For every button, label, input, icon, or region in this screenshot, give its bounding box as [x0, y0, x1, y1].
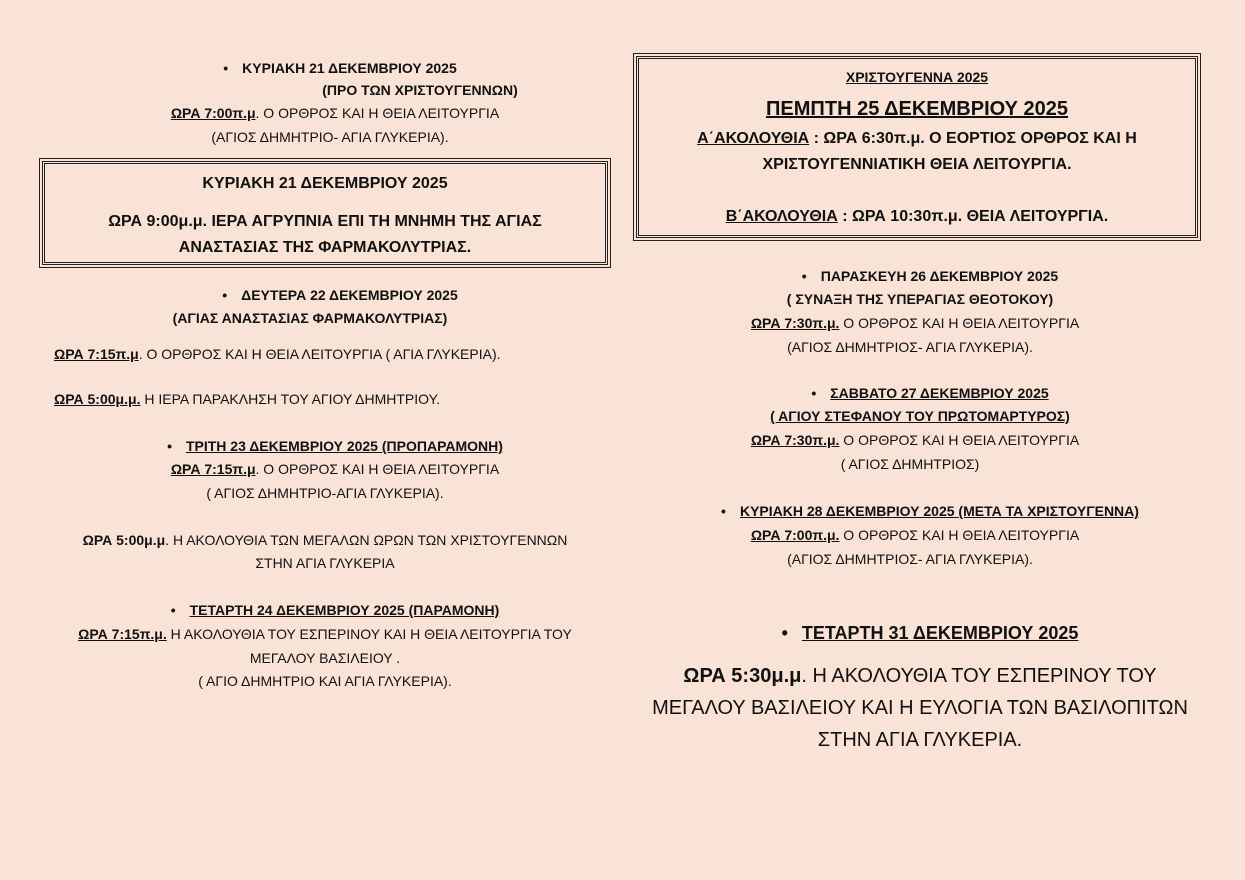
time-label: ΩΡΑ 7:00π.μ	[170, 105, 256, 121]
right-s2-place: ( ΑΓΙΟΣ ΔΗΜΗΤΡΙΟΣ)	[840, 456, 980, 472]
christmas-a-line-1: Α΄ΑΚΟΛΟΥΘΙΑ : ΩΡΑ 6:30π.μ. Ο ΕΟΡΤΙΟΣ ΟΡΘΡΟΣ ΚΑΙ Η	[697, 130, 1137, 147]
left-s4-date: • ΤΕΤΑΡΤΗ 24 ΔΕΚΕΜΒΡΙΟΥ 2025 (ΠΑΡΑΜΟΝΗ)	[120, 598, 550, 622]
vigil-line-1: ΩΡΑ 9:00μ.μ. ΙΕΡΑ ΑΓΡΥΠΝΙΑ ΕΠΙ ΤΗ ΜΝΗΜΗ ΤΗΣ ΑΓΙΑΣ	[108, 213, 542, 230]
left-s3-place-1: ( ΑΓΙΟΣ ΔΗΜΗΤΡΙΟ-ΑΓΙΑ ΓΛΥΚΕΡΙΑ).	[206, 485, 444, 501]
christmas-title: ΧΡΙΣΤΟΥΓΕΝΝΑ 2025	[845, 69, 989, 85]
left-s4-place: ( ΑΓΙΟ ΔΗΜΗΤΡΙΟ ΚΑΙ ΑΓΙΑ ΓΛΥΚΕΡΙΑ).	[198, 673, 452, 689]
left-s2-date: • ΔΕΥΤΕΡΑ 22 ΔΕΚΕΜΒΡΙΟΥ 2025	[180, 283, 500, 307]
right-s1-service-line: ΩΡΑ 7:30π.μ. Ο ΟΡΘΡΟΣ ΚΑΙ Η ΘΕΙΑ ΛΕΙΤΟΥΡΓΙΑ	[750, 315, 1080, 331]
bullet-icon	[167, 438, 186, 454]
service-label: Β΄ΑΚΟΛΟΥΘΙΑ	[725, 208, 838, 225]
time-label: ΩΡΑ 7:15π.μ.	[78, 626, 167, 642]
left-s1-feast: (ΠΡΟ ΤΩΝ ΧΡΙΣΤΟΥΓΕΝΝΩΝ)	[322, 82, 518, 98]
bullet-icon	[721, 503, 740, 519]
left-s3-place-2: ΣΤΗΝ ΑΓΙΑ ΓΛΥΚΕΡΙΑ	[255, 555, 395, 571]
time-label: ΩΡΑ 7:15π.μ	[170, 461, 256, 477]
bullet-icon	[223, 60, 242, 76]
right-s4-date: • ΤΕΤΑΡΤΗ 31 ΔΕΚΕΜΒΡΙΟΥ 2025	[720, 618, 1140, 648]
left-s1-place: (ΑΓΙΟΣ ΔΗΜΗΤΡΙΟ- ΑΓΙΑ ΓΛΥΚΕΡΙΑ).	[211, 129, 449, 145]
left-s2-feast: (ΑΓΙΑΣ ΑΝΑΣΤΑΣΙΑΣ ΦΑΡΜΑΚΟΛΥΤΡΙΑΣ)	[172, 310, 448, 326]
right-s3-date: • ΚΥΡΙΑΚΗ 28 ΔΕΚΕΜΒΡΙΟΥ 2025 (ΜΕΤΑ ΤΑ ΧΡΙΣΤΟΥΓΕΝΝΑ)	[690, 499, 1170, 523]
christmas-box	[636, 56, 1198, 238]
vigil-line-2: ΑΝΑΣΤΑΣΙΑΣ ΤΗΣ ΦΑΡΜΑΚΟΛΥΤΡΙΑΣ.	[178, 239, 472, 256]
right-s2-service-line: ΩΡΑ 7:30π.μ. Ο ΟΡΘΡΟΣ ΚΑΙ Η ΘΕΙΑ ΛΕΙΤΟΥΡΓΙΑ	[750, 432, 1080, 448]
right-s4-place: ΣΤΗΝ ΑΓΙΑ ΓΛΥΚΕΡΙΑ.	[817, 729, 1023, 751]
right-s2-date: • ΣΑΒΒΑΤΟ 27 ΔΕΚΕΜΒΡΙΟΥ 2025	[770, 381, 1090, 405]
right-s3-place: (ΑΓΙΟΣ ΔΗΜΗΤΡΙΟΣ- ΑΓΙΑ ΓΛΥΚΕΡΙΑ).	[787, 551, 1033, 567]
christmas-date: ΠΕΜΠΤΗ 25 ΔΕΚΕΜΒΡΙΟΥ 2025	[765, 98, 1069, 120]
time-label: ΩΡΑ 7:30π.μ.	[750, 432, 840, 448]
bullet-icon	[782, 623, 802, 643]
left-s3-date: • ΤΡΙΤΗ 23 ΔΕΚΕΜΒΡΙΟΥ 2025 (ΠΡΟΠΑΡΑΜΟΝΗ)	[120, 434, 550, 458]
bullet-icon	[802, 268, 821, 284]
bullet-icon	[222, 287, 241, 303]
left-s3-service-line-1: ΩΡΑ 7:15π.μ. Ο ΟΡΘΡΟΣ ΚΑΙ Η ΘΕΙΑ ΛΕΙΤΟΥΡΓΙΑ	[170, 461, 500, 477]
right-s1-date: • ΠΑΡΑΣΚΕΥΗ 26 ΔΕΚΕΜΒΡΙΟΥ 2025	[770, 264, 1090, 288]
right-s4-service-line-1: ΩΡΑ 5:30μ.μ. Η ΑΚΟΛΟΥΘΙΑ ΤΟΥ ΕΣΠΕΡΙΝΟΥ ΤΟΥ	[683, 665, 1157, 687]
left-s3-service-line-2: ΩΡΑ 5:00μ.μ. Η ΑΚΟΛΟΥΘΙΑ ΤΩΝ ΜΕΓΑΛΩΝ ΩΡΩΝ ΤΩΝ ΧΡΙΣΤΟΥΓΕΝΝΩΝ	[82, 532, 568, 548]
time-label: ΩΡΑ 5:00μ.μ.	[54, 391, 141, 407]
right-s1-feast: ( ΣΥΝΑΞΗ ΤΗΣ ΥΠΕΡΑΓΙΑΣ ΘΕΟΤΟΚΟΥ)	[786, 291, 1054, 307]
left-s1-date: • ΚΥΡΙΑΚΗ 21 ΔΕΚΕΜΒΡΙΟΥ 2025	[180, 56, 500, 80]
bullet-icon	[811, 385, 830, 401]
vigil-box	[42, 161, 608, 265]
left-s4-service-line-1: ΩΡΑ 7:15π.μ. Η ΑΚΟΛΟΥΘΙΑ ΤΟΥ ΕΣΠΕΡΙΝΟΥ ΚΑΙ Η ΘΕΙΑ ΛΕΙΤΟΥΡΓΙΑ ΤΟΥ	[78, 626, 572, 642]
time-label: ΩΡΑ 7:30π.μ.	[750, 315, 840, 331]
left-s4-service-line-2: ΜΕΓΑΛΟΥ ΒΑΣΙΛΕΙΟΥ .	[249, 650, 401, 666]
left-s1-service-line: ΩΡΑ 7:00π.μ. Ο ΟΡΘΡΟΣ ΚΑΙ Η ΘΕΙΑ ΛΕΙΤΟΥΡΓΙΑ	[170, 105, 500, 121]
vigil-date: ΚΥΡΙΑΚΗ 21 ΔΕΚΕΜΒΡΙΟΥ 2025	[202, 175, 448, 192]
time-label: ΩΡΑ 7:00π.μ.	[750, 527, 840, 543]
bullet-icon	[171, 602, 190, 618]
right-s3-service-line: ΩΡΑ 7:00π.μ. Ο ΟΡΘΡΟΣ ΚΑΙ Η ΘΕΙΑ ΛΕΙΤΟΥΡΓΙΑ	[750, 527, 1080, 543]
christmas-b-line: Β΄ΑΚΟΛΟΥΘΙΑ : ΩΡΑ 10:30π.μ. ΘΕΙΑ ΛΕΙΤΟΥΡΓΙΑ.	[725, 208, 1109, 225]
right-s2-feast: ( ΑΓΙΟΥ ΣΤΕΦΑΝΟΥ ΤΟΥ ΠΡΩΤΟΜΑΡΤΥΡΟΣ)	[770, 408, 1070, 424]
right-s4-service-line-2: ΜΕΓΑΛΟΥ ΒΑΣΙΛΕΙΟΥ ΚΑΙ Η ΕΥΛΟΓΙΑ ΤΩΝ ΒΑΣΙΛΟΠΙΤΩΝ	[652, 697, 1188, 719]
christmas-a-line-2: ΧΡΙΣΤΟΥΓΕΝΝΙΑΤΙΚΗ ΘΕΙΑ ΛΕΙΤΟΥΡΓΙΑ.	[762, 156, 1072, 173]
time-label: ΩΡΑ 5:00μ.μ	[82, 532, 166, 548]
left-s2-service-line-1: ΩΡΑ 7:15π.μ. Ο ΟΡΘΡΟΣ ΚΑΙ Η ΘΕΙΑ ΛΕΙΤΟΥΡΓΙΑ ( ΑΓΙΑ ΓΛΥΚΕΡΙΑ).	[54, 346, 501, 362]
time-label: ΩΡΑ 5:30μ.μ	[683, 665, 802, 687]
service-label: Α΄ΑΚΟΛΟΥΘΙΑ	[697, 130, 810, 147]
right-s1-place: (ΑΓΙΟΣ ΔΗΜΗΤΡΙΟΣ- ΑΓΙΑ ΓΛΥΚΕΡΙΑ).	[787, 339, 1033, 355]
left-s2-service-line-2: ΩΡΑ 5:00μ.μ. Η ΙΕΡΑ ΠΑΡΑΚΛΗΣΗ ΤΟΥ ΑΓΙΟΥ ΔΗΜΗΤΡΙΟΥ.	[54, 391, 441, 407]
time-label: ΩΡΑ 7:15π.μ	[54, 346, 139, 362]
